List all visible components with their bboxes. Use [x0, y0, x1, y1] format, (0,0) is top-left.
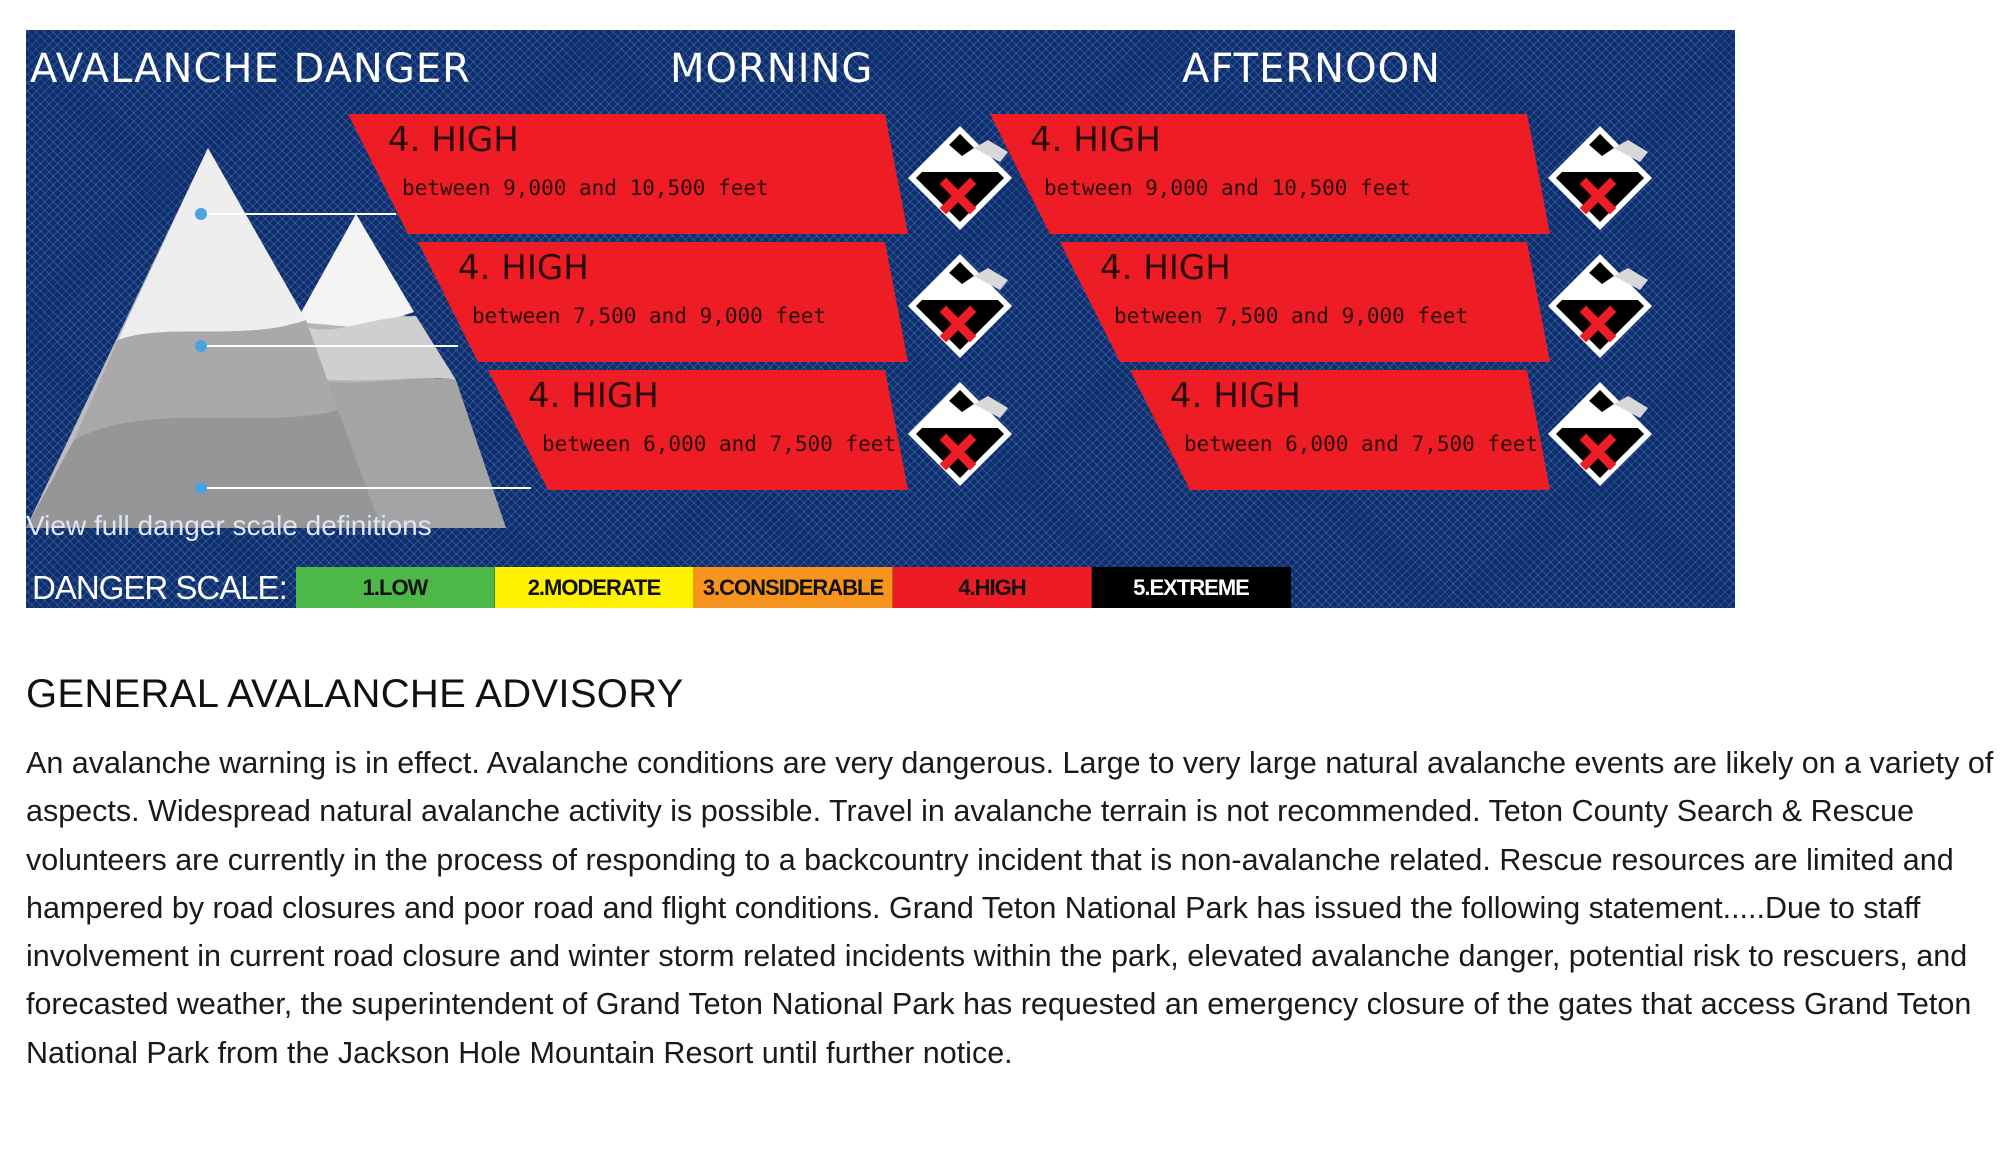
danger-scale-label: DANGER SCALE:	[32, 568, 287, 606]
high-danger-icon	[1544, 122, 1656, 234]
high-danger-icon	[904, 250, 1016, 362]
afternoon-band-middle	[1060, 242, 1620, 362]
scale-level-extreme: 5.EXTREME	[1092, 567, 1291, 608]
scale-level-moderate: 2.MODERATE	[495, 567, 694, 608]
scale-level-low: 1.LOW	[296, 567, 495, 608]
morning-band-middle	[418, 242, 978, 362]
advisory-body: An avalanche warning is in effect. Avalanche conditions are very dangerous. Large to very large natural avalanche events are likely on a variety of aspects. Widespread natural avalanche activity is possible. Travel in avalanche terrain is not recommended. Teton County Search & Rescue volunteers are currently in the process of responding to a backcountry incident that is non-avalanche related. Rescue resources are limited and hampered by road closures and poor road and flight conditions. Grand Teton National Park has issued the following statement.....Due to staff involvement in current road closure and winter storm related incidents within the park, elevated avalanche danger, potential risk to rescuers, and forecasted weather, the superintendent of Grand Teton National Park has requested an emergency closure of the gates that access Grand Teton National Park from the Jackson Hole Mountain Resort until further notice.	[26, 746, 1994, 1070]
scale-level-high: 4.HIGH	[893, 567, 1092, 608]
afternoon-middle-elevation: between 7,500 and 9,000 feet	[1114, 304, 1469, 328]
morning-upper-elevation: between 9,000 and 10,500 feet	[402, 176, 769, 200]
advisory-title: GENERAL AVALANCHE ADVISORY	[26, 672, 684, 716]
morning-middle-elevation: between 7,500 and 9,000 feet	[472, 304, 827, 328]
danger-scale-definitions-link[interactable]: View full danger scale definitions	[26, 510, 432, 541]
morning-header: MORNING	[670, 46, 874, 92]
avalanche-danger-graphic	[26, 30, 1735, 608]
danger-scale	[26, 567, 1291, 608]
high-danger-icon	[1544, 378, 1656, 490]
high-danger-icon	[904, 122, 1016, 234]
scale-level-considerable: 3.CONSIDERABLE	[694, 567, 893, 608]
afternoon-header: AFTERNOON	[1182, 46, 1441, 92]
high-danger-icon	[904, 378, 1016, 490]
high-danger-icon	[1544, 250, 1656, 362]
afternoon-upper-rating: 4. HIGH	[1030, 120, 1161, 160]
afternoon-upper-elevation: between 9,000 and 10,500 feet	[1044, 176, 1411, 200]
morning-upper-rating: 4. HIGH	[388, 120, 519, 160]
morning-lower-elevation: between 6,000 and 7,500 feet	[542, 432, 897, 456]
morning-middle-rating: 4. HIGH	[458, 248, 589, 288]
afternoon-lower-rating: 4. HIGH	[1170, 376, 1301, 416]
morning-lower-rating: 4. HIGH	[528, 376, 659, 416]
morning-band-upper	[348, 114, 908, 234]
afternoon-lower-elevation: between 6,000 and 7,500 feet	[1184, 432, 1539, 456]
afternoon-middle-rating: 4. HIGH	[1100, 248, 1231, 288]
afternoon-band-upper	[990, 114, 1550, 234]
graphic-title: AVALANCHE DANGER	[30, 46, 471, 92]
